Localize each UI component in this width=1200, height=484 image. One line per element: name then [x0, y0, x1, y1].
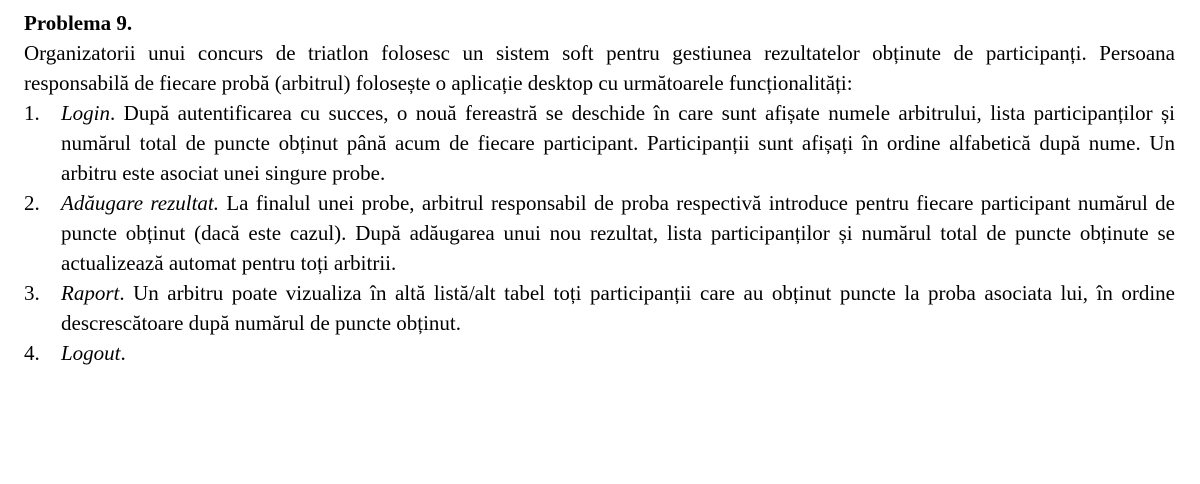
- requirement-term: Adăugare rezultat.: [61, 191, 220, 215]
- requirement-term: Logout: [61, 341, 121, 365]
- requirement-item-logout: [24, 338, 1175, 368]
- requirement-number: 4.: [24, 341, 40, 365]
- requirement-term: Login: [61, 101, 111, 125]
- requirement-item-report: [24, 278, 1175, 338]
- requirement-number: 2.: [24, 191, 40, 215]
- problem-intro: Organizatorii unui concurs de triatlon folosesc un sistem soft pentru gestiunea rezultatelor obținute de participanți. Persoana responsabilă de fiecare probă (arbitrul) folosește o aplicație desktop cu următoarele funcționalități:: [24, 41, 1175, 95]
- problem-title: Problema 9.: [24, 11, 133, 35]
- requirement-text: La finalul unei probe, arbitrul responsabil de proba respectivă introduce pentru fiecare participant numărul de puncte obținut (dacă este cazul). După adăugarea unui nou rezultat, lista participanților și numărul total de puncte obținute se actualizează automat pentru toți arbitrii.: [61, 191, 1175, 275]
- requirement-number: 3.: [24, 281, 40, 305]
- requirement-term: Raport: [61, 281, 120, 305]
- requirement-text: . După autentificarea cu succes, o nouă fereastră se deschide în care sunt afișate numele arbitrului, lista participanților și numărul total de puncte obținut până acum de fiecare participant. Participanții sunt afișați în ordine alfabetică după nume. Un arbitru este asociat unei singure probe.: [61, 101, 1175, 185]
- requirements-list: [24, 98, 1175, 368]
- requirement-text: .: [120, 341, 126, 365]
- requirement-item-login: [24, 98, 1175, 188]
- requirement-text: . Un arbitru poate vizualiza în altă listă/alt tabel toți participanții care au obținut puncte la proba asociata lui, în ordine descrescătoare după numărul de puncte obținut.: [61, 281, 1175, 335]
- requirement-number: 1.: [24, 101, 40, 125]
- requirement-item-add-result: [24, 188, 1175, 278]
